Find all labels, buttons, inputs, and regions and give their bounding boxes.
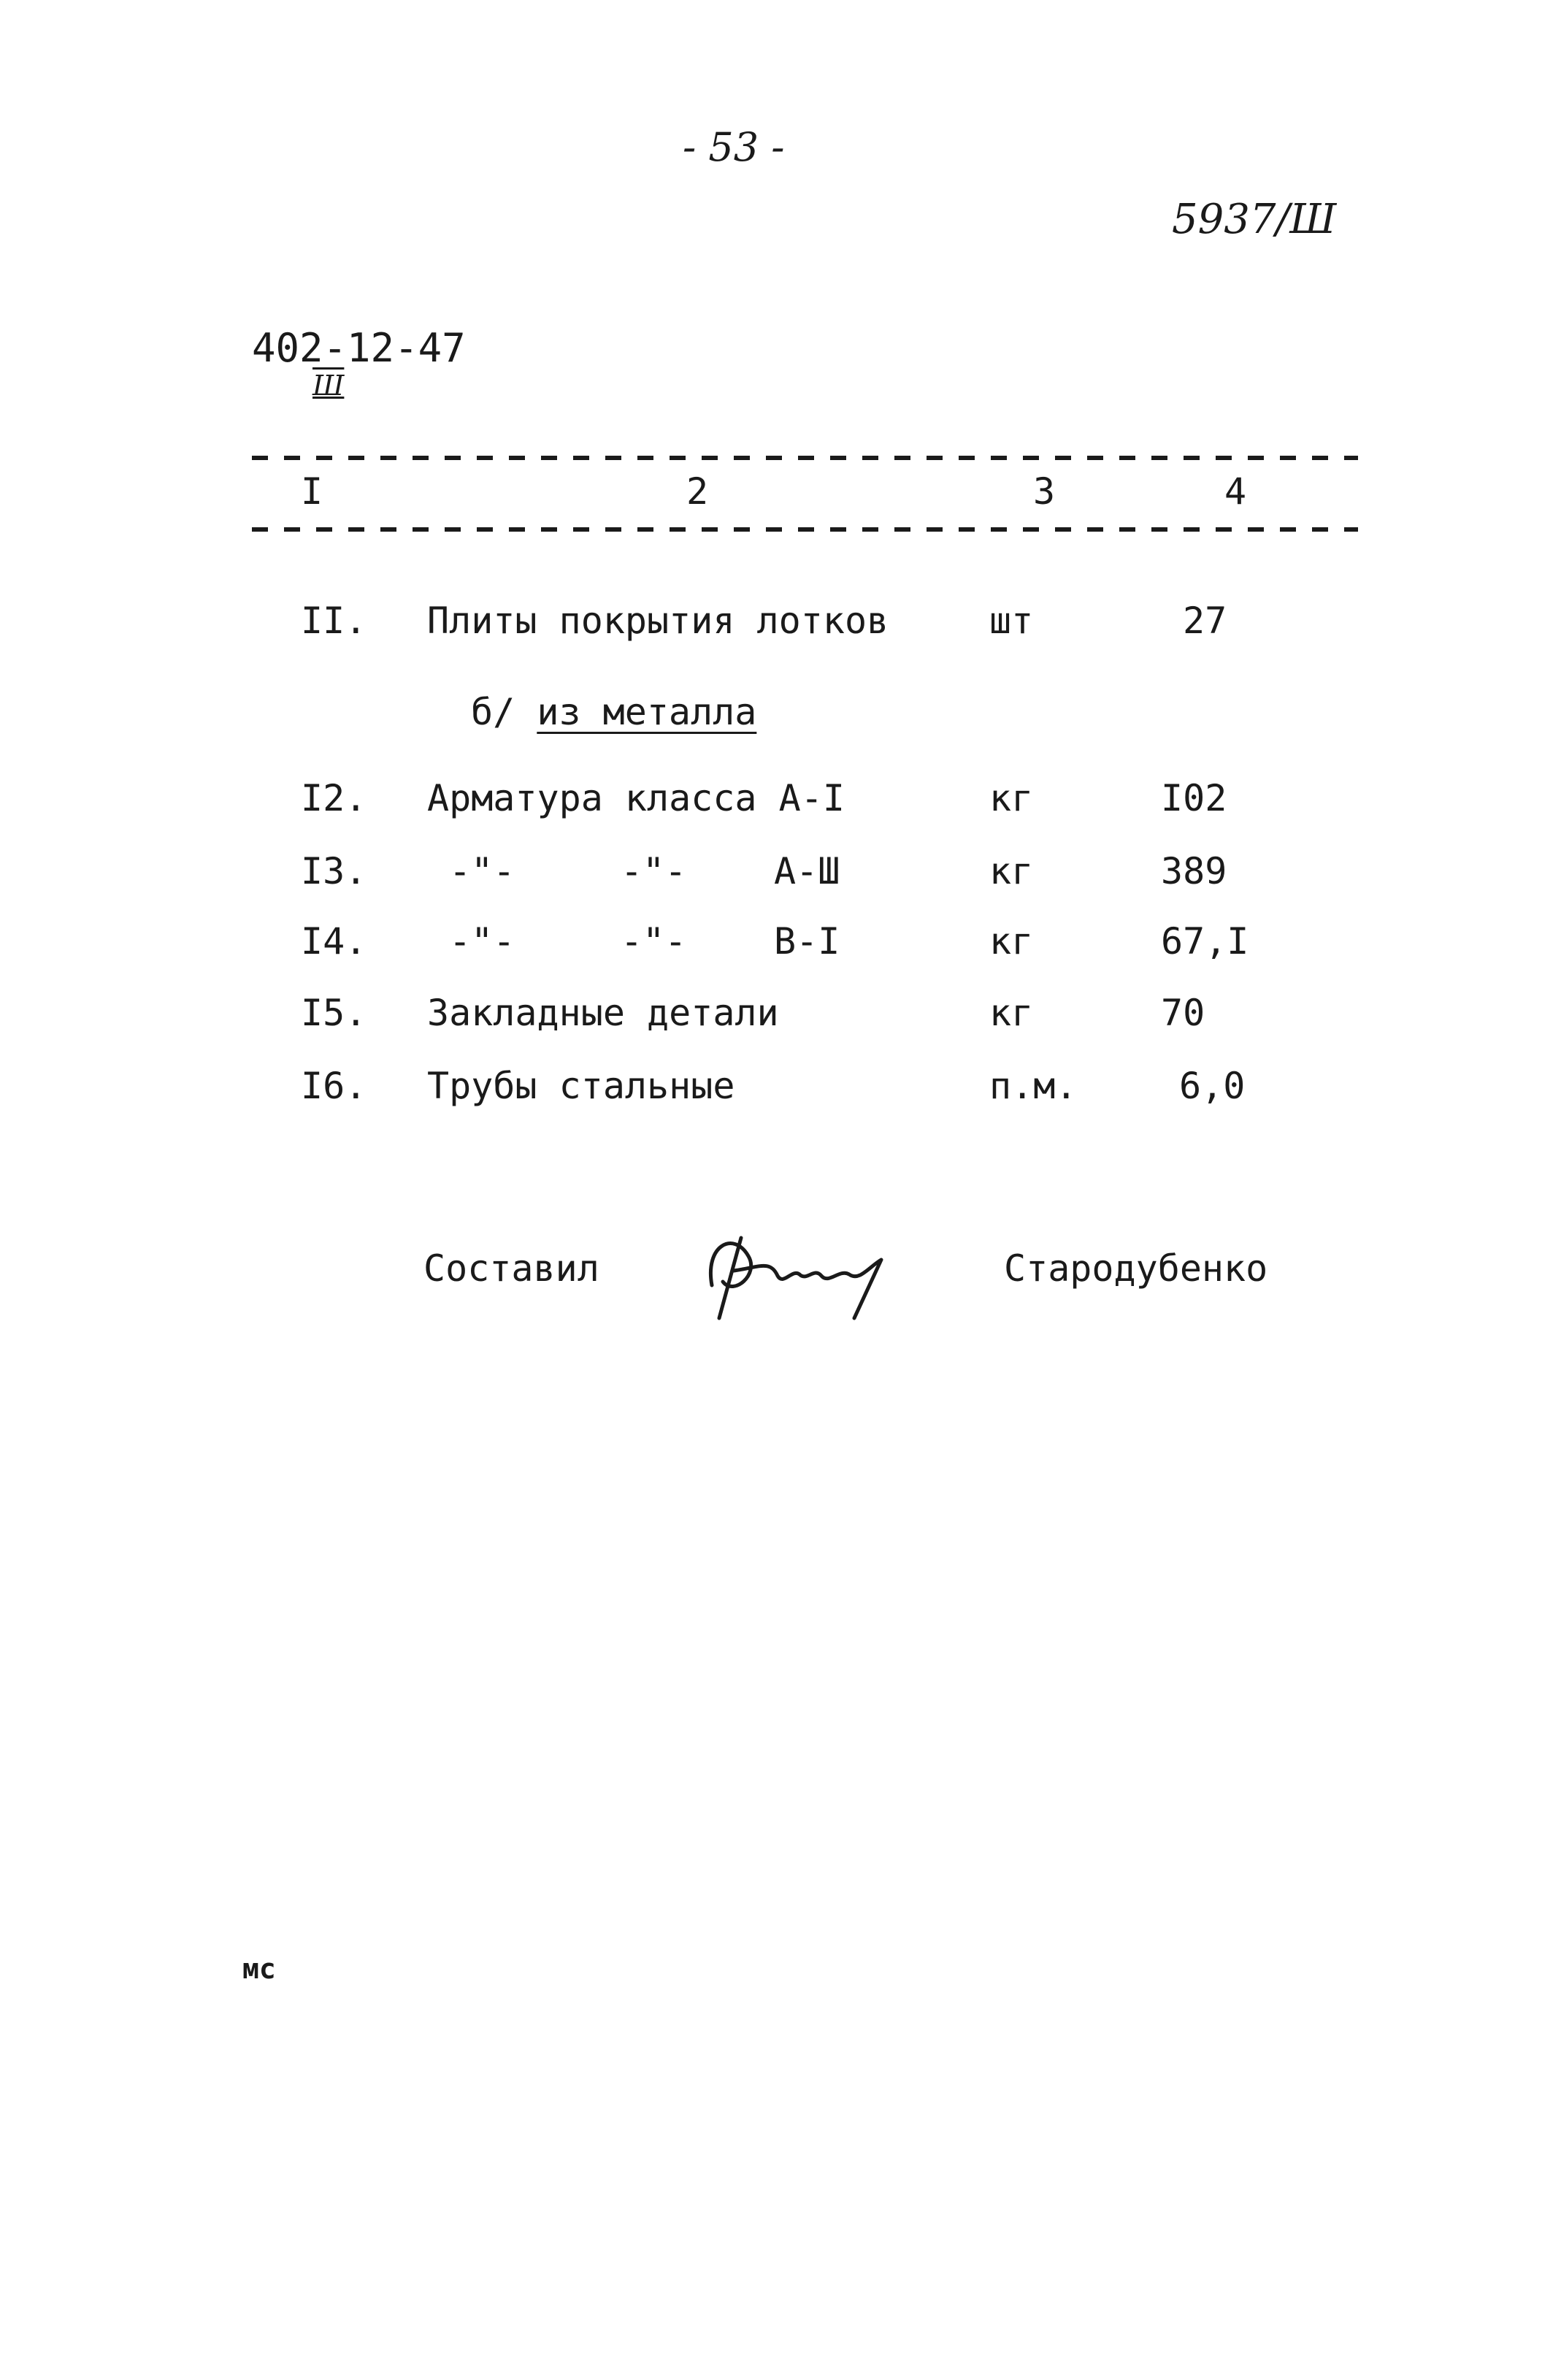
- table-header-bottom-rule: [252, 527, 1358, 532]
- item-quantity: 389: [1161, 850, 1227, 892]
- table-header-top-rule: [252, 456, 1358, 460]
- steel-class: А-Ш: [774, 850, 840, 892]
- item-unit: кг: [989, 992, 1034, 1034]
- row-number: I4.: [301, 920, 367, 963]
- archive-number: 5937/Ш: [1172, 196, 1337, 243]
- subheading-title: из металла: [537, 691, 757, 733]
- ditto-mark: -"-: [621, 850, 687, 892]
- item-name: Закладные детали: [427, 992, 779, 1034]
- compiled-by-label: Составил: [423, 1247, 599, 1290]
- item-unit: шт: [989, 600, 1034, 642]
- item-unit: п.м.: [989, 1065, 1078, 1107]
- page-number: - 53 -: [683, 124, 785, 170]
- steel-class: В-I: [774, 920, 840, 963]
- item-name: Трубы стальные: [427, 1065, 735, 1107]
- section-subheading-text: [471, 691, 756, 733]
- document-code: 402-12-47: [252, 325, 466, 371]
- column-header-4: 4: [1224, 470, 1247, 513]
- column-header-2: 2: [686, 470, 709, 513]
- ditto-mark: -"-: [449, 850, 515, 892]
- column-header-1: I: [301, 470, 323, 513]
- column-header-3: 3: [1033, 470, 1056, 513]
- item-unit: кг: [989, 920, 1034, 963]
- section-subheading: [471, 691, 757, 733]
- ditto-mark: -"-: [449, 920, 515, 963]
- item-name: Плиты покрытия лотков: [427, 600, 889, 642]
- item-quantity: 67,I: [1161, 920, 1249, 963]
- item-unit: кг: [989, 850, 1034, 892]
- item-name: Арматура класса А-I: [427, 777, 845, 819]
- ditto-mark: -"-: [621, 920, 687, 963]
- row-number: I3.: [301, 850, 367, 892]
- row-number: I5.: [301, 992, 367, 1034]
- document-code-suffix: Ш: [312, 370, 345, 402]
- item-quantity: I02: [1161, 777, 1227, 819]
- row-number: II.: [301, 600, 367, 642]
- footer-mark: мс: [242, 1953, 276, 1985]
- handwritten-signature: [690, 1216, 909, 1325]
- item-quantity: 27: [1183, 600, 1227, 642]
- item-quantity: 70: [1161, 992, 1205, 1034]
- item-unit: кг: [989, 777, 1034, 819]
- row-number: I2.: [301, 777, 367, 819]
- row-number: I6.: [301, 1065, 367, 1107]
- item-quantity: 6,0: [1179, 1065, 1246, 1107]
- subheading-prefix: б/: [471, 691, 537, 733]
- compiler-name: Стародубенко: [1004, 1247, 1268, 1290]
